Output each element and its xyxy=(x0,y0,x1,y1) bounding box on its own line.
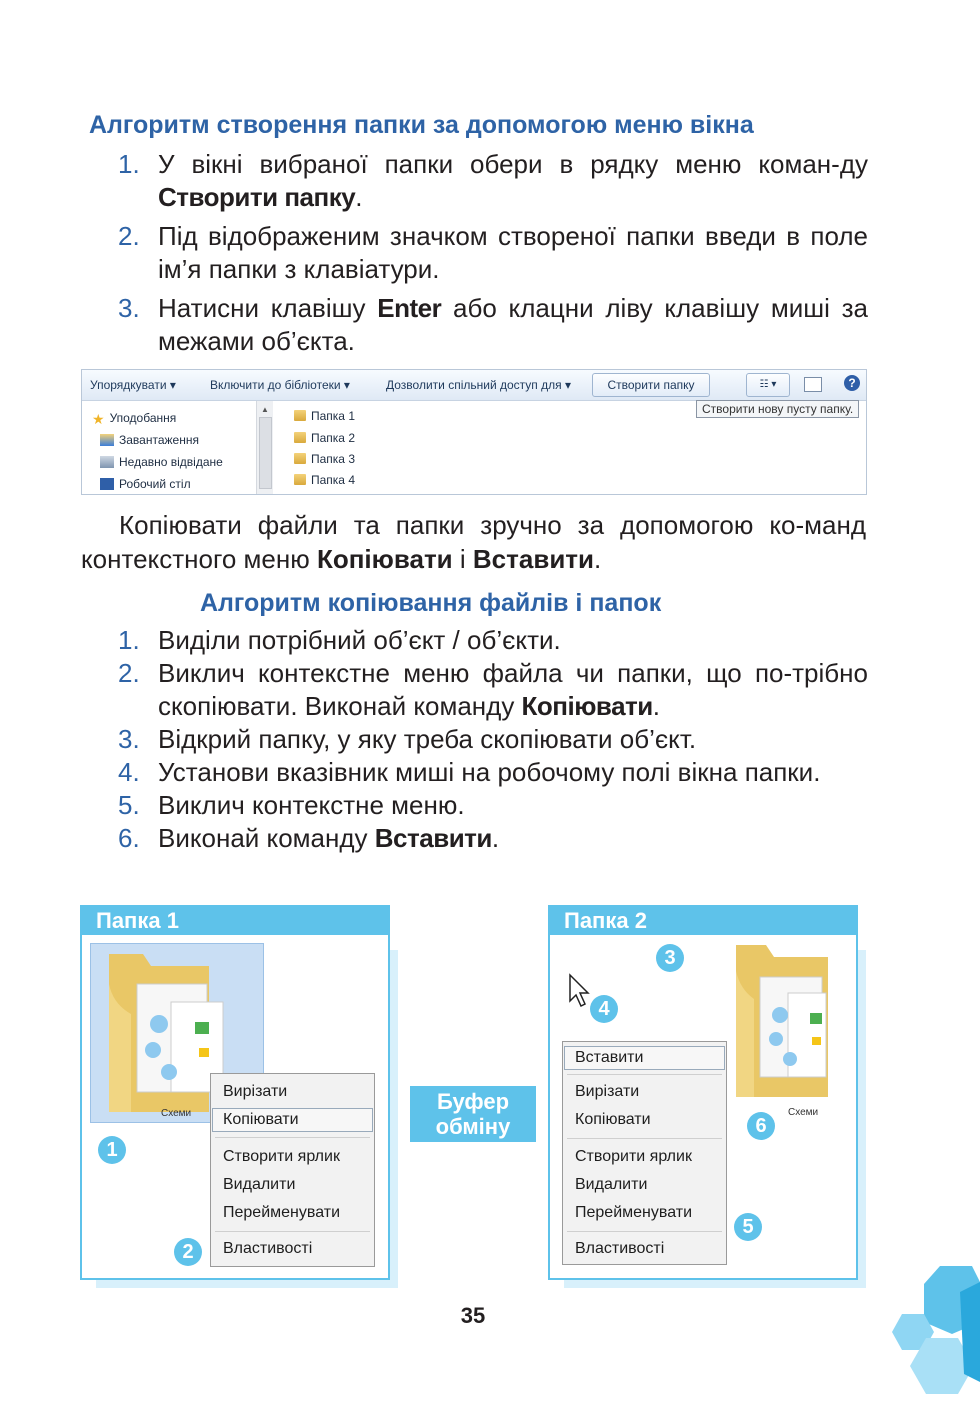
nav-item-favorites[interactable]: ★ Уподобання xyxy=(92,411,177,427)
menu-separator xyxy=(567,1138,722,1139)
explorer-window-screenshot xyxy=(81,369,867,495)
file-item-folder[interactable]: Папка 4 xyxy=(294,473,355,487)
folder1-window xyxy=(80,905,390,1280)
step-badge: 4 xyxy=(590,995,618,1023)
folder1-title: Папка 1 xyxy=(82,907,388,935)
page-number: 35 xyxy=(460,1303,486,1328)
context-menu-copy xyxy=(210,1073,375,1267)
nav-item-recent[interactable]: Недавно відвідане xyxy=(100,455,223,469)
create-folder-button[interactable]: Створити папку xyxy=(592,373,710,397)
folder-label: Схеми xyxy=(161,1108,192,1119)
menu-separator xyxy=(215,1231,370,1232)
folder2-window xyxy=(548,905,858,1280)
list-item: 2. Під відображеним значком створеної папки введи в поле ім’я папки з клавіатури. xyxy=(118,221,868,284)
menu-item-cut[interactable]: Вирізати xyxy=(575,1083,640,1100)
mouse-pointer-icon xyxy=(568,973,590,1009)
recent-places-icon xyxy=(100,456,114,468)
step-badge: 1 xyxy=(98,1136,126,1164)
folder-icon xyxy=(294,432,306,443)
create-folder-tooltip: Створити нову пусту папку. xyxy=(696,400,859,418)
menu-item-cut[interactable]: Вирізати xyxy=(223,1083,288,1100)
folder-icon xyxy=(294,453,306,464)
nav-item-desktop[interactable]: Робочий стіл xyxy=(100,477,191,491)
steps-copy-files xyxy=(118,624,868,855)
folder-icon xyxy=(294,410,306,421)
menu-separator xyxy=(567,1231,722,1232)
menu-item-copy[interactable]: Копіювати xyxy=(223,1111,299,1128)
nav-scrollbar[interactable]: ▲ xyxy=(256,401,273,494)
list-item: 1. У вікні вибраної папки обери в рядку меню коман-ду Створити папку. xyxy=(118,149,868,212)
view-options-icon[interactable]: ☷ ▾ xyxy=(746,373,790,397)
list-item: 6. Виконай команду Вставити. xyxy=(118,823,500,853)
list-item: 4. Установи вказівник миші на робочому полі вікна папки. xyxy=(118,757,821,787)
organize-menu[interactable]: Упорядкувати ▾ xyxy=(90,378,176,392)
menu-item-delete[interactable]: Видалити xyxy=(223,1176,296,1193)
preview-pane-icon[interactable] xyxy=(804,377,822,392)
desktop-icon xyxy=(100,478,114,490)
explorer-toolbar xyxy=(82,370,866,401)
menu-item-rename[interactable]: Перейменувати xyxy=(223,1204,340,1221)
list-item: 3. Натисни клавішу Enter або клацни ліву клавішу миші за межами об’єкта. xyxy=(118,293,869,356)
file-item-folder[interactable]: Папка 1 xyxy=(294,409,355,423)
folder-label: Схеми xyxy=(788,1107,819,1118)
list-item: 2. Виклич контекстне меню файла чи папки, що по-трібно скопіювати. Виконай команду Копіювати. xyxy=(118,658,868,721)
menu-item-properties[interactable]: Властивості xyxy=(575,1240,665,1257)
file-item-folder[interactable]: Папка 3 xyxy=(294,452,355,466)
steps-create-folder xyxy=(118,148,868,358)
nav-item-downloads[interactable]: Завантаження xyxy=(100,433,199,447)
decorative-hexagons xyxy=(880,1262,980,1405)
include-library-menu[interactable]: Включити до бібліотеки ▾ xyxy=(210,378,350,392)
menu-separator xyxy=(567,1074,722,1075)
context-menu-paste xyxy=(562,1041,727,1265)
star-icon: ★ xyxy=(92,411,105,427)
menu-item-create-shortcut[interactable]: Створити ярлик xyxy=(223,1148,340,1165)
step-badge: 6 xyxy=(747,1112,775,1140)
list-item: 1. Виділи потрібний об’єкт / об’єкти. xyxy=(118,625,561,655)
menu-item-delete[interactable]: Видалити xyxy=(575,1176,648,1193)
list-item: 3. Відкрий папку, у яку треба скопіювати об’єкт. xyxy=(118,724,697,754)
folder2-title: Папка 2 xyxy=(550,907,856,935)
menu-item-create-shortcut[interactable]: Створити ярлик xyxy=(575,1148,692,1165)
heading-folder-algorithm: Алгоритм створення папки за допомогою меню вікна xyxy=(89,111,754,139)
copy-intro-paragraph: Копіювати файли та папки зручно за допомогою ко-манд контекстного меню Копіювати і Вставити. xyxy=(81,510,866,574)
folder-icon xyxy=(294,474,306,485)
menu-separator xyxy=(215,1137,370,1138)
menu-item-properties[interactable]: Властивості xyxy=(223,1240,313,1257)
download-folder-icon xyxy=(100,434,114,446)
help-icon[interactable]: ? xyxy=(844,375,860,391)
share-with-menu[interactable]: Дозволити спільний доступ для ▾ xyxy=(386,378,571,392)
menu-item-copy[interactable]: Копіювати xyxy=(575,1111,651,1128)
file-item-folder[interactable]: Папка 2 xyxy=(294,431,355,445)
clipboard-label: Буфер обміну xyxy=(410,1086,536,1142)
list-item: 5. Виклич контекстне меню. xyxy=(118,790,465,820)
step-badge: 5 xyxy=(734,1213,762,1241)
folder-icon xyxy=(730,941,830,1111)
step-badge: 2 xyxy=(174,1238,202,1266)
menu-item-paste[interactable]: Вставити xyxy=(575,1049,644,1066)
step-badge: 3 xyxy=(656,944,684,972)
heading-copy-algorithm: Алгоритм копіювання файлів і папок xyxy=(200,589,662,617)
menu-item-rename[interactable]: Перейменувати xyxy=(575,1204,692,1221)
